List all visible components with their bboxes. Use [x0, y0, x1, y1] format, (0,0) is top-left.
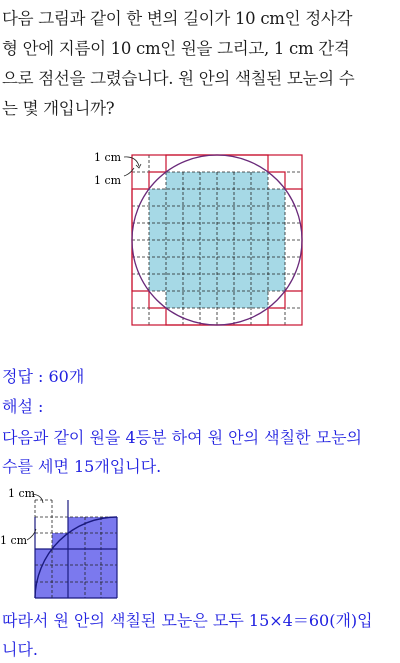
conclusion-line-1: 따라서 원 안의 색칠된 모눈은 모두 15×4＝60(개)입 — [2, 611, 373, 630]
conclusion-line-2: 니다. — [2, 640, 38, 659]
question-line-2: 형 안에 지름이 10 cm인 원을 그리고, 1 cm 간격 — [2, 39, 350, 58]
question-line-3: 으로 점선을 그렸습니다. 원 안의 색칠된 모눈의 수 — [2, 69, 355, 88]
question-line-1: 다음 그림과 같이 한 변의 길이가 10 cm인 정사각 — [2, 9, 353, 28]
figure-circle-grid — [94, 146, 304, 326]
figure-quarter-circle — [0, 484, 130, 604]
answer-line: 정답 : 60개 — [2, 367, 85, 386]
label-1cm-left: 1 cm — [94, 174, 122, 187]
explanation-line-1: 다음과 같이 원을 4등분 하여 원 안의 색칠한 모눈의 — [2, 428, 362, 447]
label-1cm-top: 1 cm — [94, 151, 122, 164]
explanation-title: 해설 : — [2, 397, 44, 416]
explanation-line-2: 수를 세면 15개입니다. — [2, 457, 162, 476]
question-text — [2, 4, 398, 124]
quarter-shaded-cells — [35, 517, 117, 598]
quarter-label-1cm-top: 1 cm — [8, 487, 36, 500]
quarter-label-1cm-left: 1 cm — [0, 534, 28, 547]
question-line-4: 는 몇 개입니까? — [2, 99, 115, 118]
